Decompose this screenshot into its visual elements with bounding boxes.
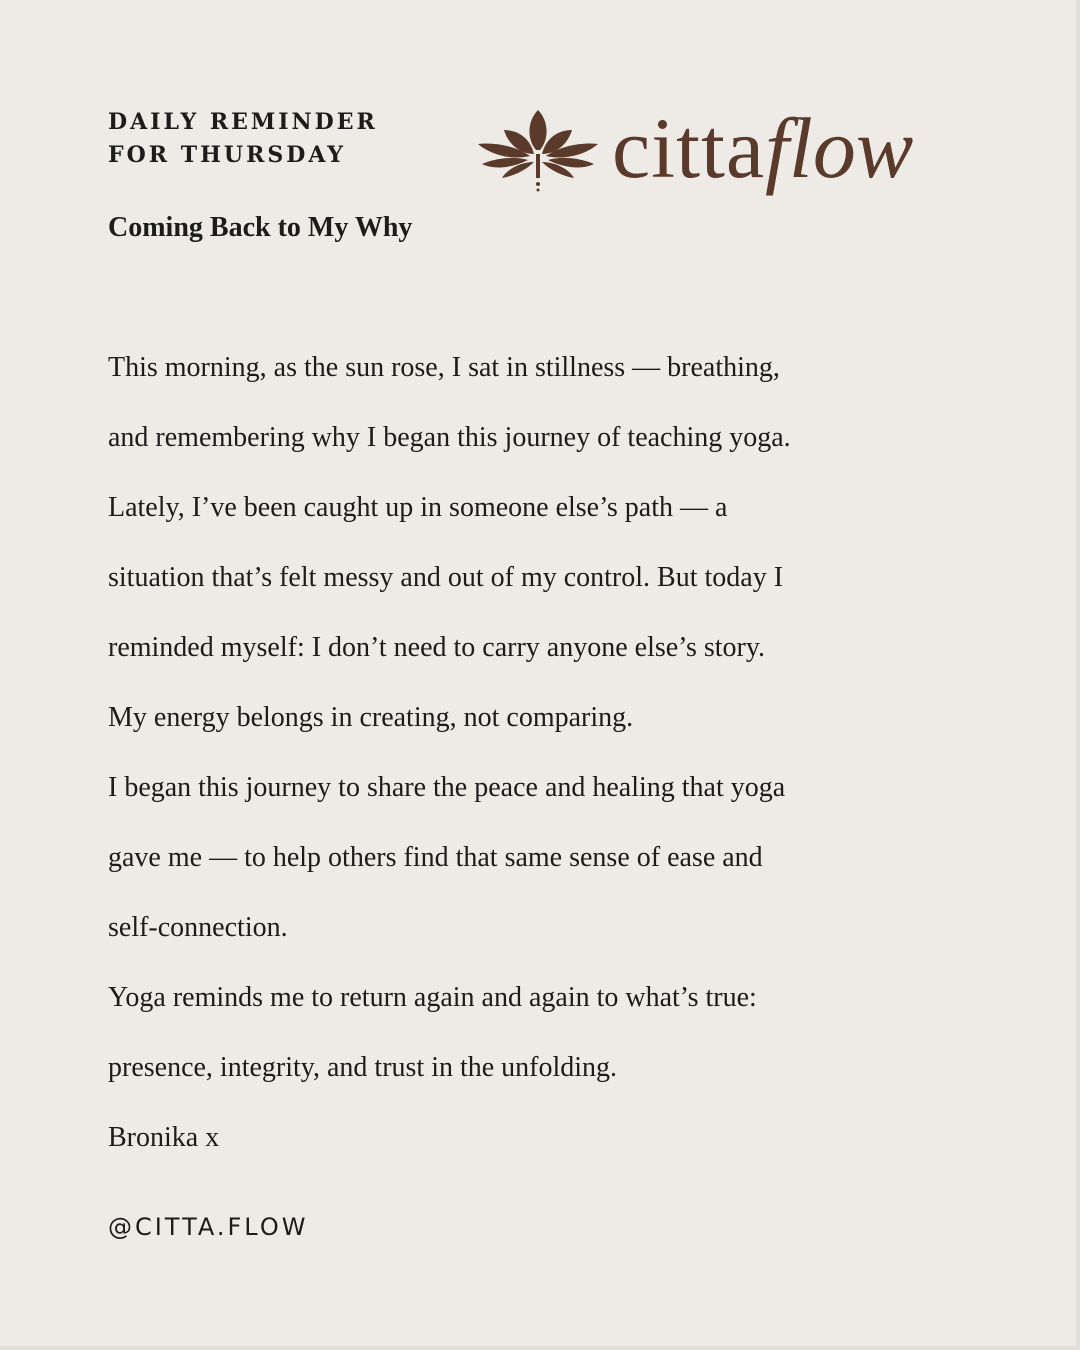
post-body bbox=[108, 348, 908, 1188]
body-line: self-connection. bbox=[108, 912, 288, 943]
brand-name-italic: flow bbox=[765, 100, 914, 196]
body-line: gave me — to help others find that same sense of ease and bbox=[108, 842, 763, 873]
lotus-leaf-icon bbox=[474, 98, 604, 198]
header-line-2: FOR THURSDAY bbox=[108, 142, 346, 168]
cittaflow-logo bbox=[474, 98, 974, 198]
body-line: My energy belongs in creating, not comparing. bbox=[108, 702, 634, 733]
brand-wordmark bbox=[612, 98, 913, 198]
body-line: I began this journey to share the peace and healing that yoga bbox=[108, 772, 786, 803]
post-title: Coming Back to My Why bbox=[108, 212, 413, 243]
daily-reminder-label bbox=[108, 106, 378, 172]
body-line: Lately, I’ve been caught up in someone else’s path — a bbox=[108, 492, 728, 523]
header-line-1: DAILY REMINDER bbox=[108, 109, 378, 135]
body-line: reminded myself: I don’t need to carry anyone else’s story. bbox=[108, 632, 766, 663]
social-handle: @CITTA.FLOW bbox=[108, 1213, 309, 1241]
brand-name-regular: citta bbox=[612, 100, 766, 196]
body-line: and remembering why I began this journey of teaching yoga. bbox=[108, 422, 791, 453]
body-line: This morning, as the sun rose, I sat in stillness — breathing, bbox=[108, 352, 780, 383]
body-line: presence, integrity, and trust in the unfolding. bbox=[108, 1052, 618, 1083]
signature: Bronika x bbox=[108, 1122, 220, 1153]
body-line: Yoga reminds me to return again and again to what’s true: bbox=[108, 982, 757, 1013]
body-line: situation that’s felt messy and out of my control. But today I bbox=[108, 562, 784, 593]
